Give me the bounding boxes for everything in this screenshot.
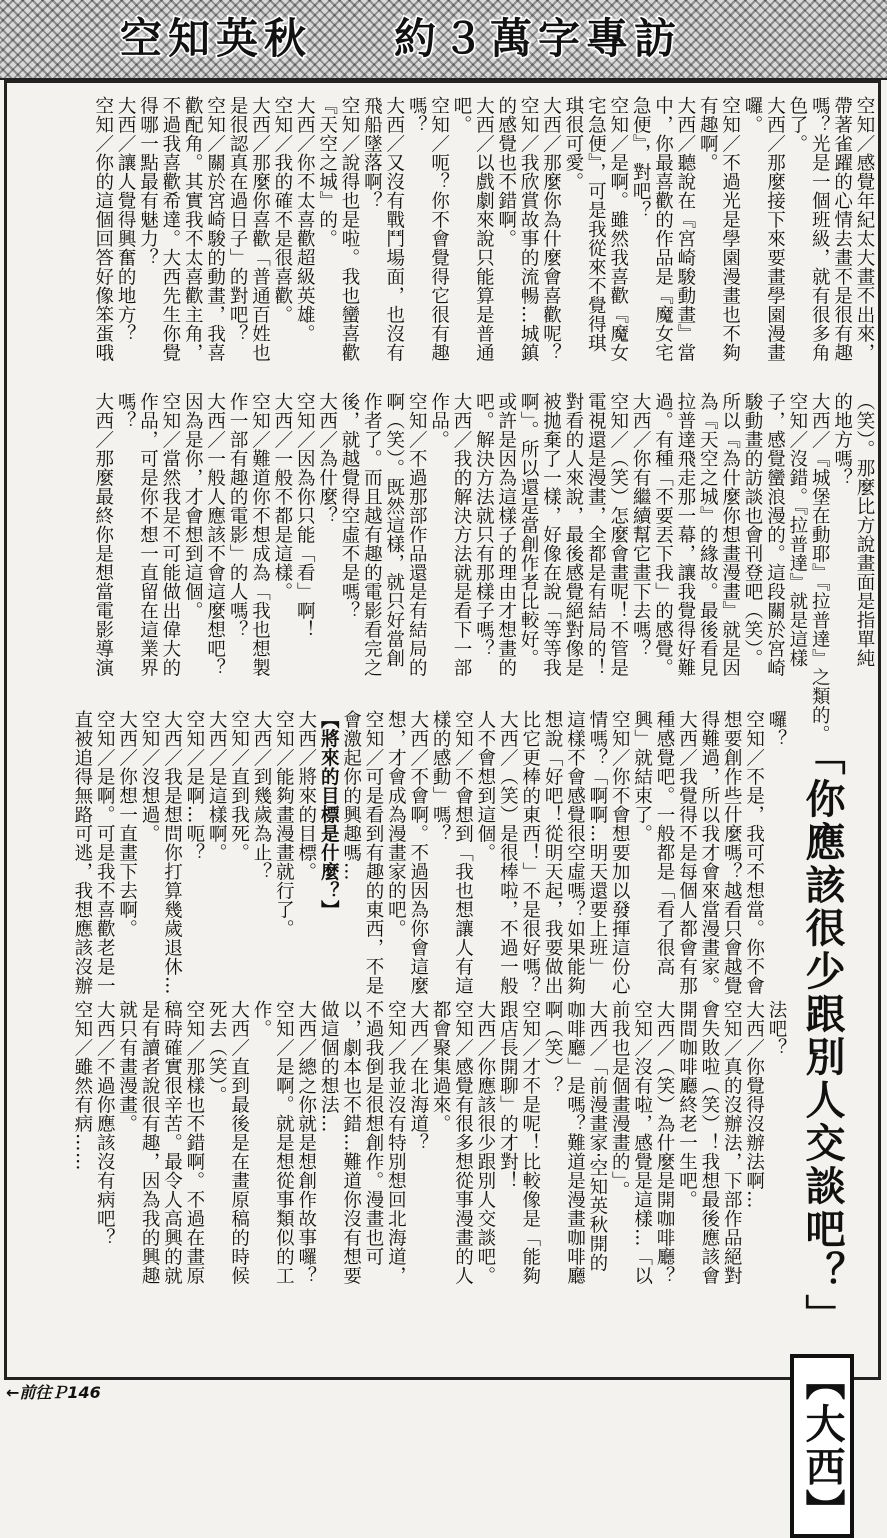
text-column: 中，你最喜歡的作品是『魔女宅 (652, 96, 674, 362)
text-column: 作一部有趣的電影」的人嗎？ (227, 392, 249, 639)
text-column: 空知／我的確不是很喜歡。 (271, 96, 293, 324)
text-column: 飛船墜落啊？ (361, 96, 383, 210)
text-column: 得哪一點最有魅力？ (137, 96, 159, 267)
text-column: 歡配角。其實我不太喜歡主角， (182, 96, 204, 362)
text-column: 大西／在北海道？ (407, 1000, 429, 1152)
text-column: 嗎？ (406, 96, 428, 134)
text-column: 空知／你不會想要加以發揮這份心 (609, 710, 631, 995)
page-footer (0, 1382, 887, 1400)
text-column: 大西／是這樣啊。 (206, 710, 228, 862)
text-column: 大西／你有繼續幫它畫下去嗎？ (630, 392, 652, 658)
text-column: 空知／沒錯。『拉普達』就是這樣 (786, 392, 808, 668)
heading-quote: 「你應該很少跟別人交談吧？」 (799, 735, 846, 1337)
text-column: 大西／（笑）是很棒啦，不過一般 (497, 710, 519, 995)
text-column: 是有讀者說很有趣，因為我的興趣 (139, 1000, 161, 1285)
text-column: 帶著雀躍的心情去畫不是很有趣 (831, 96, 853, 362)
text-column: 拉普達飛走那一幕，讓我覺得好難 (674, 392, 696, 677)
text-column: 對看的人來說，最後感覺絕對像是 (562, 392, 584, 677)
text-tier-3 (10, 710, 787, 995)
text-column: 有趣啊。 (697, 96, 719, 172)
text-column: 都會聚集過來。 (430, 1000, 452, 1133)
text-column: 啊（笑）？ (542, 1000, 564, 1095)
section-heading (798, 735, 854, 1532)
text-column: 情嗎？「啊啊…明天還要上班」 (586, 710, 608, 976)
text-column: 空知／感覺年紀太大畫不出來， (854, 96, 875, 362)
text-column: 空知／不過那部作品還是有結局的 (406, 392, 428, 677)
text-column: 空知／不過光是學園漫畫也不夠 (719, 96, 741, 362)
text-column: 作品，可是你不想一直留在這業界 (137, 392, 159, 677)
text-column: 因為是你，才會想到這個。 (182, 392, 204, 620)
continue-page-link[interactable]: ←前往Ｐ146 (6, 1383, 101, 1402)
text-column: 死去（笑）。 (206, 1000, 228, 1105)
text-column: 大西／直到最後是在畫原稿的時候 (228, 1000, 250, 1285)
text-column: 空知／是啊…呃？ (183, 710, 205, 862)
text-column: 空知／不會想到「我也想讓人有這 (452, 710, 474, 995)
text-column: 得難過，所以我才會來當漫畫家。 (698, 710, 720, 995)
text-column: 會失敗啦（笑）！我想最後應該會 (698, 1000, 720, 1285)
page-header (0, 0, 887, 80)
text-column: 想要創作些什麼嗎？越看只會越覺 (721, 710, 743, 995)
text-column: 為『天空之城』的緣故。最後看見 (697, 392, 719, 677)
text-column: 空知／是啊。雖然我喜歡『魔女 (607, 96, 629, 362)
text-column: 作者了。而且越有趣的電影看完之 (361, 392, 383, 677)
text-column: 啊（笑）。既然這樣，就只好當創 (383, 392, 405, 668)
text-column: 空知／沒想過。 (139, 710, 161, 843)
text-column: 所以『為什麼你想畫漫畫』就是因 (719, 392, 741, 677)
text-column: 大西／你覺得沒辦法啊… (743, 1000, 765, 1209)
text-tier-4 (10, 1000, 787, 1300)
text-column: 空知／能夠畫漫畫就行了。 (273, 710, 295, 938)
text-column: 囉？ (766, 710, 787, 748)
text-column: 『天空之城』的。 (316, 96, 338, 248)
text-column: 或許是因為這樣子的理由才想畫的 (495, 392, 517, 677)
text-column: 嗎？ (115, 392, 137, 430)
text-column: 大西／我覺得不是每個人都會有那 (676, 710, 698, 995)
text-column: 大西／那麼接下來要畫學園漫畫 (764, 96, 786, 362)
text-column: 人不會想到這個。 (474, 710, 496, 862)
text-column: 電視還是漫畫，全都是有結局的！ (585, 392, 607, 677)
text-column: 大西／以戲劇來說只能算是普通 (473, 96, 495, 362)
text-column: 子，感覺蠻浪漫的。這段關於宮崎 (764, 392, 786, 677)
header-title-author: 空知英秋 (120, 14, 313, 63)
text-column: 大西／我的解決方法就是看下一部 (450, 392, 472, 677)
text-column: 空知／雖然有病…… (71, 1000, 93, 1171)
text-column: 想說「好吧！從明天起，我要做出 (542, 710, 564, 995)
text-column: 開間咖啡廳終老一生吧。 (676, 1000, 698, 1209)
text-column: 大西／那麼最終你是想當電影導演 (92, 392, 114, 677)
text-column: 宅急便』，可是我從來不覺得琪 (585, 96, 607, 353)
text-column: 空知／我欣賞故事的流暢…城鎮 (518, 96, 540, 362)
text-column: 駿動畫的訪談也會刊登吧（笑）。 (742, 392, 764, 668)
text-column: 大西／聽說在『宮崎駿動畫』當 (674, 96, 696, 362)
text-column: 大西／總之你就是想創作故事囉？ (295, 1000, 317, 1285)
text-column: （笑）。那麼比方說畫面是指單純 (854, 392, 875, 668)
heading-speaker: 【大西】 (790, 1354, 854, 1538)
text-column: 作。 (251, 1000, 273, 1038)
text-column: 大西／一般人應該不會這麼想吧？ (204, 392, 226, 677)
text-column: 就只有畫漫畫。 (116, 1000, 138, 1133)
text-column: 不過我喜歡希達。大西先生你覺 (159, 96, 181, 362)
text-column: 的感覺也不錯啊。 (495, 96, 517, 248)
text-column: 興」就結束了。 (631, 710, 653, 843)
text-tier-2 (10, 392, 875, 744)
text-column: 琪很可愛。 (562, 96, 584, 191)
text-column: 大西／那麼你為什麼會喜歡呢？ (540, 96, 562, 362)
text-column: 想，才會成為漫畫家的吧。 (385, 710, 407, 938)
text-column: 大西／（笑）為什麼是開咖啡廳？ (654, 1000, 676, 1285)
text-column: 大西／那麼你喜歡「普通百姓也 (249, 96, 271, 362)
text-column: 空知／那樣也不錯啊。不過在畫原 (183, 1000, 205, 1285)
text-column: 色了。 (786, 96, 808, 153)
text-column: 前我也是個畫漫畫的」。 (609, 1000, 631, 1200)
text-column: 跟店長開聊」的才對！ (497, 1000, 519, 1190)
text-column: 囉。 (742, 96, 764, 134)
text-column: 空知／呃？你不會覺得它很有趣 (428, 96, 450, 362)
text-column: 這樣不會感覺很空虛嗎？如果能夠 (564, 710, 586, 995)
text-column: 咖啡廳」是嗎？難道是漫畫咖啡廳 (564, 1000, 586, 1285)
text-column: 空知／可是看到有趣的東西，不是 (362, 710, 384, 995)
header-title-interview: 約３萬字專訪 (394, 14, 683, 63)
text-column: 空知／關於宮崎駿的動畫，我喜 (204, 96, 226, 362)
text-column: 空知／難道你不想成為「我也想製 (249, 392, 271, 677)
text-column: 法吧？ (766, 1000, 787, 1057)
text-column: 大西／「前漫畫家‧空知英秋開的 (586, 1000, 608, 1273)
text-column: 吧。解決方法就只有那樣子嗎？ (473, 392, 495, 658)
text-column: 空知／是啊。可是我不喜歡老是一 (94, 710, 116, 995)
text-column: 大西／將來的目標。 (295, 710, 317, 881)
text-column: 直被追得無路可逃，我想應該沒辦 (71, 710, 93, 995)
text-column: 大西／你不太喜歡超級英雄。 (294, 96, 316, 343)
text-column: 吧。 (450, 96, 472, 134)
text-column: 嗎？光是一個班級，就有很多角 (809, 96, 831, 362)
text-column: 後，就越覺得空虛不是嗎？ (339, 392, 361, 620)
text-column: 大西／『城堡在動耶』『拉普達』之類的。 (809, 392, 831, 744)
text-column: 空知／不是，我可不想當。你不會 (743, 710, 765, 995)
text-column: 空知／當然我是不可能做出偉大的 (159, 392, 181, 677)
text-column: 空知／才不是呢！比較像是「能夠 (519, 1000, 541, 1285)
text-column: 是很認真在過日子」的對吧？ (227, 96, 249, 343)
text-column: 大西／你應該很少跟別人交談吧。 (474, 1000, 496, 1285)
text-column: 空知／因為你只能「看」啊！ (294, 392, 316, 639)
text-column: 啊」。所以還是當創作者比較好。 (518, 392, 540, 668)
text-column: 以，劇本也不錯…難道你沒有想要 (340, 1000, 362, 1285)
text-column: 作品。 (428, 392, 450, 449)
text-column: 空知／是啊。就是想從事類似的工 (273, 1000, 295, 1285)
text-column: 空知／沒有啦，感覺是這樣…「以 (631, 1000, 653, 1285)
text-column: 大西／讓人覺得興奮的地方？ (115, 96, 137, 343)
text-column: 空知／感覺有很多想從事漫畫的人 (452, 1000, 474, 1285)
text-column: 空知／直到我死。 (228, 710, 250, 862)
text-column: 大西／不過你應該沒有病吧？ (94, 1000, 116, 1247)
text-column: 空知／真的沒辦法，下部作品絕對 (721, 1000, 743, 1285)
text-column: 樣的感動」嗎？ (430, 710, 452, 843)
text-column: 空知／我並沒有特別想回北海道， (385, 1000, 407, 1285)
text-column: 不過我倒是很想創作。漫畫也可 (362, 1000, 384, 1266)
subheading-future-goal: 【將來的目標是什麼？】 (318, 710, 340, 919)
text-column: 被拋棄了一樣，好像在說「等等我 (540, 392, 562, 677)
text-column: 空知／（笑）怎麼會畫呢！不管是 (607, 392, 629, 677)
text-tier-1 (10, 96, 875, 372)
text-column: 大西／你想一直畫下去啊。 (116, 710, 138, 938)
text-column: 比它更棒的東西！」不是很好嗎？ (519, 710, 541, 995)
text-column: 大西／又沒有戰鬥場面，也沒有 (383, 96, 405, 362)
text-column: 的地方嗎？ (831, 392, 853, 487)
text-column: 大西／為什麼？ (316, 392, 338, 525)
text-column: 大西／我是想問你打算幾歲退休… (161, 710, 183, 995)
text-column: 做這個的想法… (318, 1000, 340, 1133)
text-column: 大西／不會啊。不過因為你會這麼 (407, 710, 429, 995)
text-column: 會激起你的興趣嗎… (340, 710, 362, 881)
text-column: 種感覺吧。一般都是「看了很高 (654, 710, 676, 976)
text-column: 空知／你的這個回答好像笨蛋哦 (92, 96, 114, 362)
text-column: 急便』，對吧？ (630, 96, 652, 220)
text-column: 大西／到幾歲為止？ (251, 710, 273, 881)
text-column: 大西／一般不都是這樣。 (271, 392, 293, 601)
text-column: 稿時確實很辛苦。最令人高興的就 (161, 1000, 183, 1285)
text-column: 過。有種「不要丟下我」的感覺。 (652, 392, 674, 677)
text-column: 空知／說得也是啦。我也蠻喜歡 (339, 96, 361, 362)
